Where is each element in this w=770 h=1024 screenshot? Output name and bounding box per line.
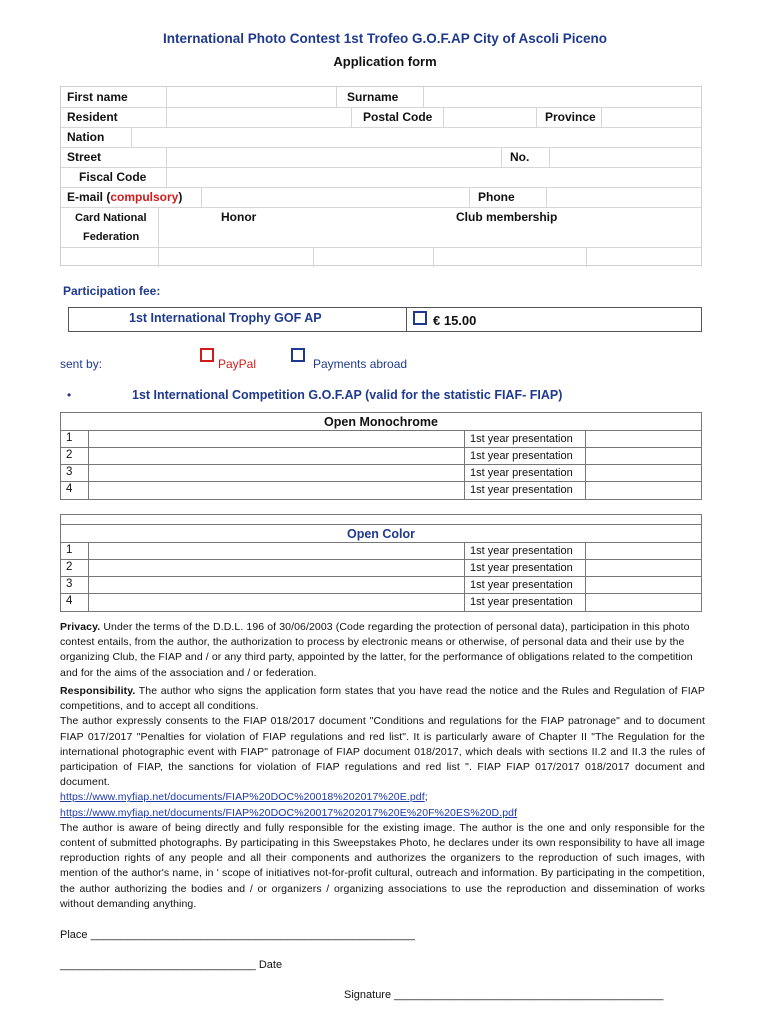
honor-field[interactable] [159, 248, 312, 266]
payments-abroad-label: Payments abroad [313, 357, 408, 371]
presentation-label: 1st year presentation [470, 433, 573, 445]
row-number: 2 [66, 449, 73, 461]
paypal-checkbox[interactable] [200, 348, 214, 362]
card-federation-field[interactable] [62, 248, 157, 266]
row-number: 4 [66, 595, 73, 607]
club-extra-field-2[interactable] [587, 248, 700, 266]
nation-field[interactable] [132, 128, 700, 146]
privacy-heading: Privacy. [60, 621, 101, 633]
postal-code-label: Postal Code [363, 110, 433, 124]
sent-by-label: sent by: [60, 357, 103, 371]
monochrome-header: Open Monochrome [61, 413, 701, 431]
privacy-paragraph [60, 620, 705, 681]
table-row[interactable] [61, 448, 701, 465]
page-title: International Photo Contest 1st Trofeo G.O.F.AP City of Ascoli Piceno [162, 31, 608, 46]
row-number: 4 [66, 483, 73, 495]
nation-label: Nation [67, 130, 105, 144]
presentation-label: 1st year presentation [470, 545, 573, 557]
card-federation-label-line1: Card National [75, 212, 147, 224]
link-separator: ; [424, 791, 428, 804]
fee-box [68, 307, 702, 332]
club-membership-label: Club membership [456, 210, 558, 224]
color-table [60, 514, 702, 612]
table-row[interactable] [61, 431, 701, 448]
competition-title: 1st International Competition G.O.F.AP (valid for the statistic FIAF- FIAP) [132, 388, 563, 402]
personal-data-grid [60, 86, 702, 266]
number-label: No. [510, 150, 530, 164]
fiap-018-link[interactable]: https://www.myfiap.net/documents/FIAP%20DOC%20018%202017%20E.pdf [60, 791, 425, 804]
table-row[interactable] [61, 577, 701, 594]
presentation-label: 1st year presentation [470, 467, 573, 479]
paypal-label: PayPal [218, 357, 257, 371]
email-label: E-mail (compulsory) [67, 190, 183, 204]
email-field[interactable] [202, 188, 468, 206]
trophy-name: 1st International Trophy GOF AP [129, 311, 322, 325]
postal-code-field[interactable] [444, 108, 535, 126]
honor-label: Honor [221, 210, 257, 224]
presentation-label: 1st year presentation [470, 596, 573, 608]
table-row[interactable] [61, 560, 701, 577]
resident-field[interactable] [167, 108, 350, 126]
table-row[interactable] [61, 465, 701, 482]
presentation-label: 1st year presentation [470, 484, 573, 496]
surname-field[interactable] [424, 88, 700, 106]
signature-line[interactable]: Signature ____________________________________________ [344, 989, 664, 1001]
fiap-017-link[interactable]: https://www.myfiap.net/documents/FIAP%20DOC%20017%202017%20E%20F%20ES%20D.pdf [60, 806, 518, 819]
fiscal-code-label: Fiscal Code [79, 170, 147, 184]
monochrome-table [60, 412, 702, 500]
table-row[interactable] [61, 594, 701, 611]
province-label: Province [545, 110, 596, 124]
row-number: 2 [66, 561, 73, 573]
club-extra-field[interactable] [434, 248, 585, 266]
province-field[interactable] [602, 108, 700, 126]
privacy-text: Under the terms of the D.D.L. 196 of 30/06/2003 (Code regarding the protection of personal data), participation in this photo contest entails, from the author, the authorization to process by electronic means or otherwise, of personal data and their use by the organizing Club, the FIAP and / or any third party, appointed by the latter, for the performance of obligations related to the competition and for the aims of the association and / or federation. [60, 621, 693, 679]
responsibility-text-1: The author who signs the application form states that you have read the notice and the Rules and Regulation of FIAP competitions, and to accept all conditions. [60, 685, 705, 713]
table-row[interactable] [61, 482, 701, 499]
participation-fee-label: Participation fee: [63, 284, 161, 298]
place-line[interactable]: Place _____________________________________________________ [60, 929, 415, 941]
presentation-label: 1st year presentation [470, 562, 573, 574]
date-line[interactable]: ________________________________ Date [60, 959, 283, 971]
color-header: Open Color [61, 525, 701, 543]
responsibility-text-3: The author is aware of being directly and fully responsible for the existing image. The author is the one and only responsible for the content of submitted photographs. By participating in this Sweepstakes Photo, he declares under its own responsibility to have all image reproduction rights of any people and all their components and authorizes the organizers to the reproduction of such images, with mention of the author's name, in ' scope of initiatives not-for-profit cultural, outreach and information. By participating in the competition, the author authorizing the bodies and / or organizers / organizing associations to use the reproduction and dissemination of works without demanding anything. [60, 821, 705, 910]
presentation-label: 1st year presentation [470, 450, 573, 462]
surname-label: Surname [347, 90, 399, 104]
resident-label: Resident [67, 110, 118, 124]
number-field[interactable] [550, 148, 700, 166]
page-subtitle: Application form [333, 54, 437, 69]
row-number: 3 [66, 578, 73, 590]
bullet-icon: • [67, 388, 72, 402]
first-name-label: First name [67, 90, 128, 104]
responsibility-paragraph [60, 684, 705, 912]
row-number: 3 [66, 466, 73, 478]
responsibility-heading: Responsibility. [60, 685, 136, 697]
fee-amount: € 15.00 [433, 313, 477, 328]
phone-label: Phone [478, 190, 515, 204]
fiscal-code-field[interactable] [167, 168, 700, 186]
street-label: Street [67, 150, 102, 164]
presentation-label: 1st year presentation [470, 579, 573, 591]
card-federation-label-line2: Federation [83, 231, 140, 243]
fee-checkbox[interactable] [413, 311, 427, 325]
row-number: 1 [66, 432, 73, 444]
street-field[interactable] [167, 148, 500, 166]
row-number: 1 [66, 544, 73, 556]
club-membership-field[interactable] [314, 248, 432, 266]
responsibility-text-2: The author expressly consents to the FIAP 018/2017 document "Conditions and regulations for the FIAP patronage" and to document FIAP 017/2017 "Penalties for violation of FIAP regulations and red list". It is particularly aware of Chapter II "The Regulation for the international photographic event with FIAP" patronage of FIAP document 018/2017, which deals with sections II.2 and II.3 the rules of participation of FIAP, the sanctions for violation of FIAP regulations and red list ". FIAP FIAP 017/2017 018/2017 document and document. [60, 715, 705, 789]
payments-abroad-checkbox[interactable] [291, 348, 305, 362]
table-row[interactable] [61, 543, 701, 560]
phone-field[interactable] [547, 188, 700, 206]
first-name-field[interactable] [167, 88, 335, 106]
